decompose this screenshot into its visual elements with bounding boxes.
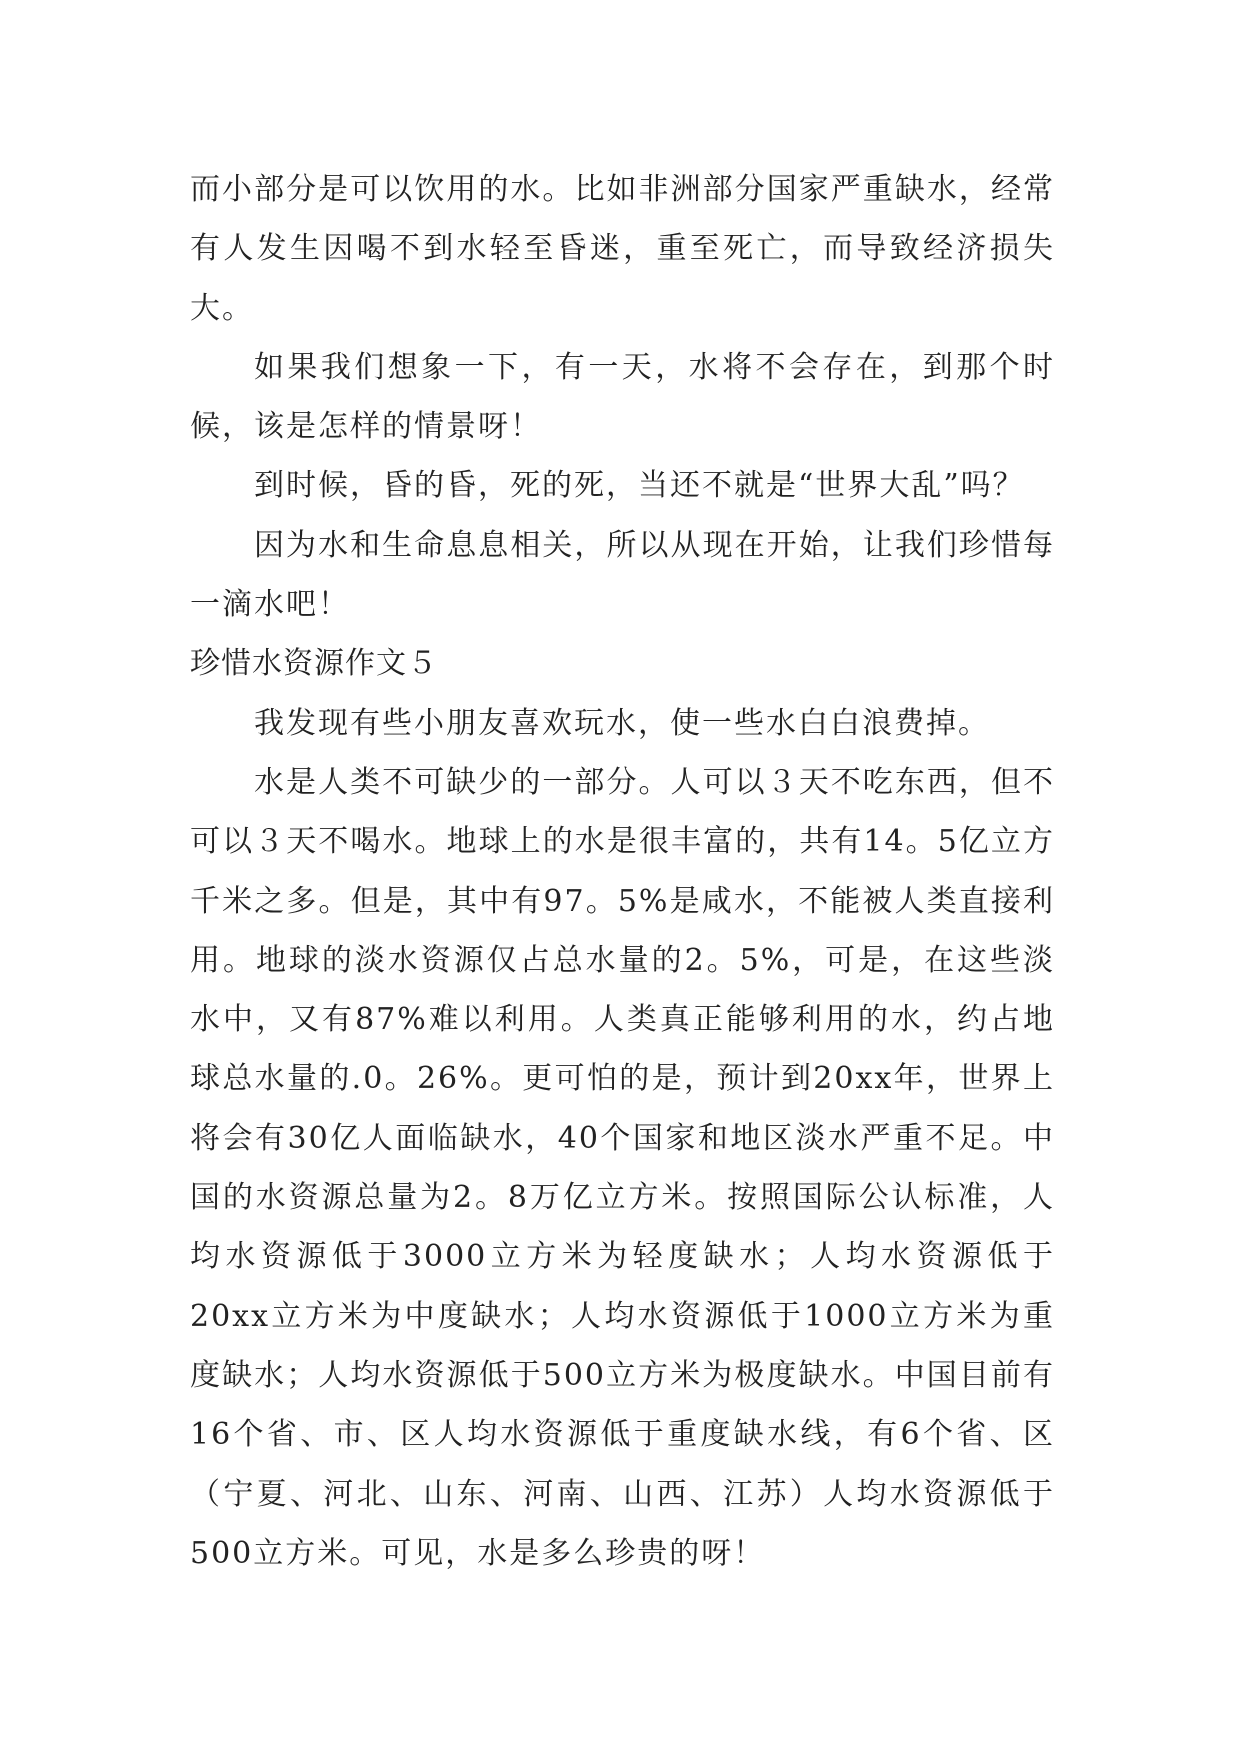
paragraph: 我发现有些小朋友喜欢玩水，使一些水白白浪费掉。 — [254, 705, 990, 741]
section-heading: 珍惜水资源作文５ — [190, 646, 438, 682]
document-body — [190, 160, 1055, 1583]
paragraph: 到时候，昏的昏，死的死，当还不就是“世界大乱”吗？ — [254, 468, 1025, 504]
paragraph: 水是人类不可缺少的一部分。人可以３天不吃东西，但不可以３天不喝水。地球上的水是很丰富的，共有14。5亿立方千米之多。但是，其中有97。5%是咸水，不能被人类直接利用。地球的淡水资源仅占总水量的2。5%，可是，在这些淡水中，又有87%难以利用。人类真正能够利用的水，约占地球总水量的.0。26%。更可怕的是，预计到20xx年，世界上将会有30亿人面临缺水，40个国家和地区淡水严重不足。中国的水资源总量为2。8万亿立方米。按照国际公认标准，人均水资源低于3000立方米为轻度缺水；人均水资源低于20xx立方米为中度缺水；人均水资源低于1000立方米为重度缺水；人均水资源低于500立方米为极度缺水。中国目前有16个省、市、区人均水资源低于重度缺水线，有6个省、区（宁夏、河北、山东、河南、山西、江苏）人均水资源低于500立方米。可见，水是多么珍贵的呀！ — [190, 764, 1055, 1571]
paragraph-continued: 而小部分是可以饮用的水。比如非洲部分国家严重缺水，经常有人发生因喝不到水轻至昏迷，重至死亡，而导致经济损失大。 — [190, 172, 1055, 326]
paragraph: 如果我们想象一下，有一天，水将不会存在，到那个时候，该是怎样的情景呀！ — [190, 349, 1055, 445]
paragraph: 因为水和生命息息相关，所以从现在开始，让我们珍惜每一滴水吧！ — [190, 527, 1055, 623]
